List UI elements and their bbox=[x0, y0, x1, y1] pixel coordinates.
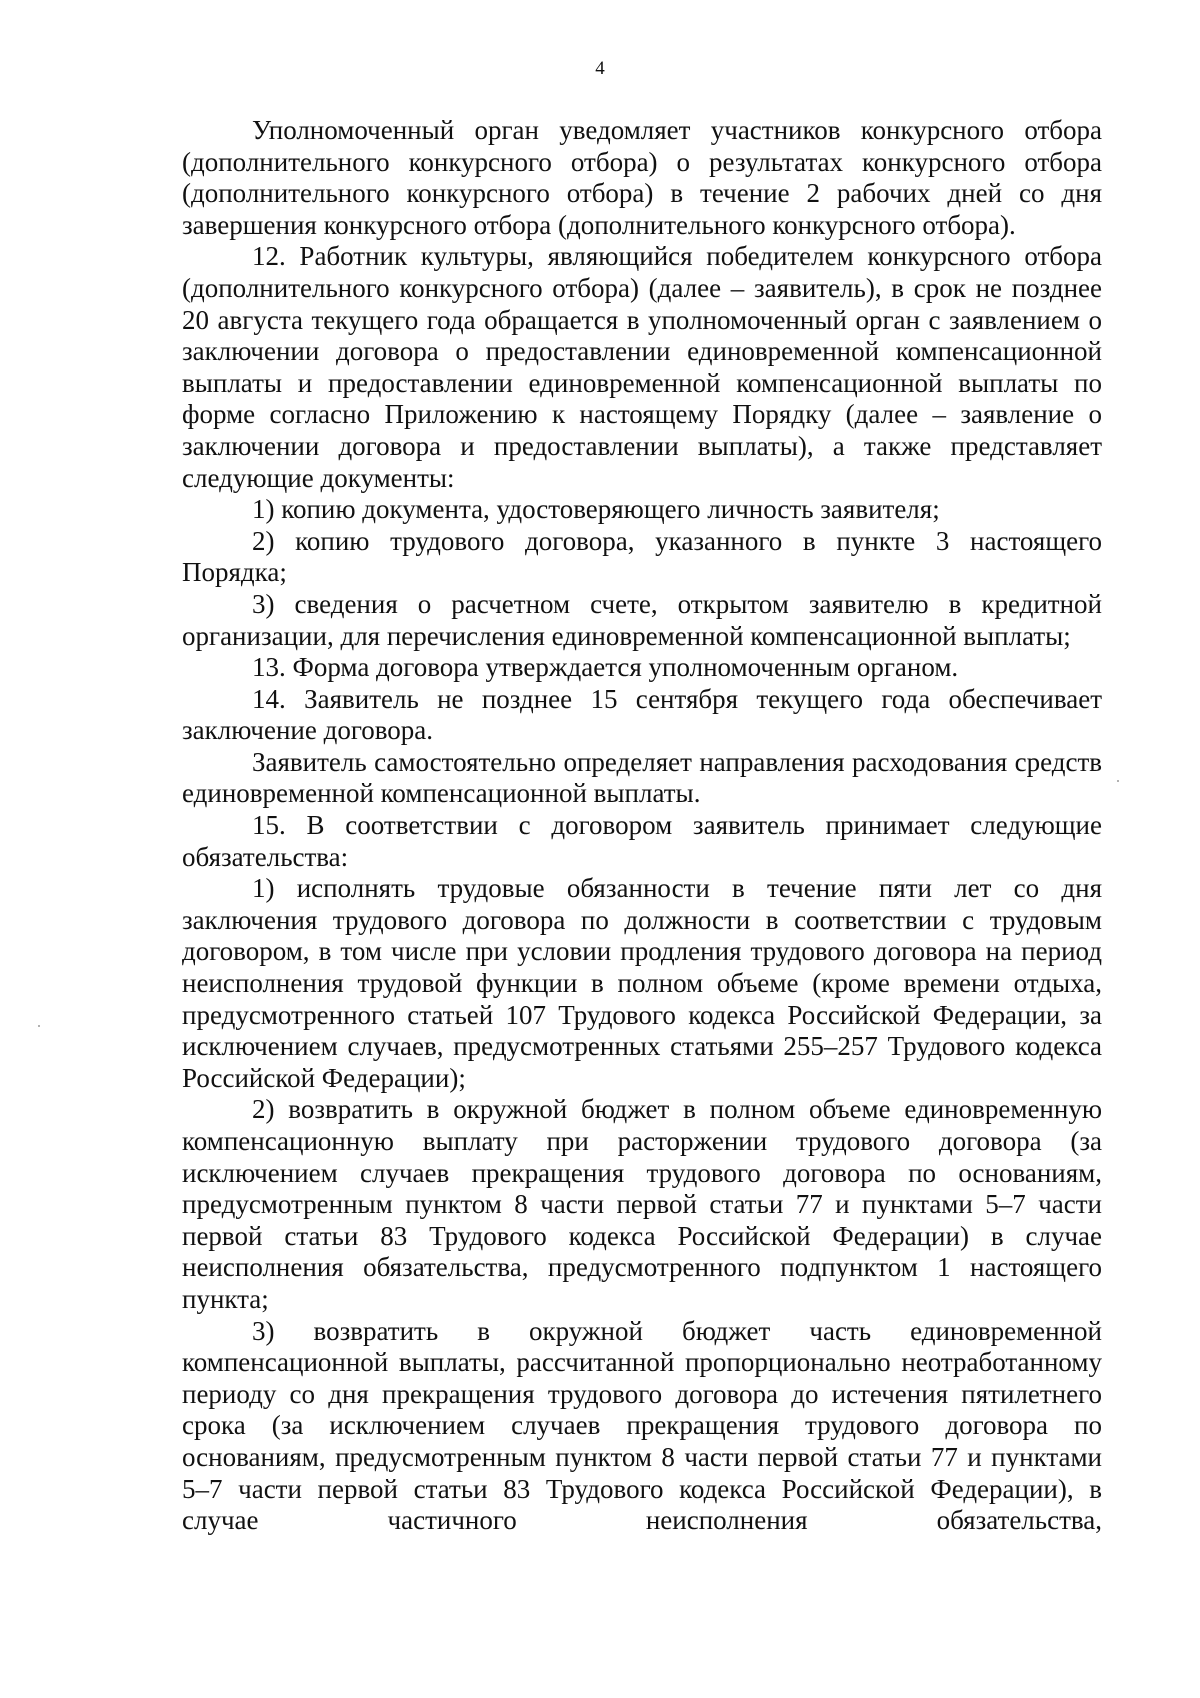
paragraph-item-15-sub-2: 2) возвратить в окружной бюджет в полном объеме единовременную компенсационную выплату при расторжении трудового договора (за исключением случаев прекращения трудового договора по основаниям, предусмотренным пунктом 8 части первой статьи 77 и пунктами 5–7 части первой статьи 83 Трудового кодекса Российской Федерации) в случае неисполнения обязательства, предусмотренного подпунктом 1 настоящего пункта; bbox=[182, 1094, 1102, 1314]
paragraph-item-14-expenses: Заявитель самостоятельно определяет направления расходования средств единовременной компенсационной выплаты. bbox=[182, 746, 1102, 809]
paragraph-item-12-sub-2: 2) копию трудового договора, указанного в пункте 3 настоящего Порядка; bbox=[182, 525, 1102, 588]
scan-artifact bbox=[1117, 780, 1119, 782]
paragraph-item-15-sub-1: 1) исполнять трудовые обязанности в течение пяти лет со дня заключения трудового договора по должности в соответствии с трудовым договором, в том числе при условии продления трудового договора на период неисполнения трудовой функции в полном объеме (кроме времени отдыха, предусмотренного статьей 107 Трудового кодекса Российской Федерации, за исключением случаев, предусмотренных статьями 255–257 Трудового кодекса Российской Федерации); bbox=[182, 873, 1102, 1093]
document-body bbox=[182, 115, 1102, 1537]
paragraph-item-12-sub-1: 1) копию документа, удостоверяющего личность заявителя; bbox=[252, 494, 940, 525]
paragraph-item-15: 15. В соответствии с договором заявитель принимает следующие обязательства: bbox=[182, 810, 1102, 872]
paragraph-item-13: 13. Форма договора утверждается уполномоченным органом. bbox=[252, 652, 959, 683]
paragraph-item-12: 12. Работник культуры, являющийся победителем конкурсного отбора (дополнительного конкурсного отбора) (далее – заявитель), в срок не позднее 20 августа текущего года обращается в уполномоченный орган с заявлением о заключении договора о предоставлении единовременной компенсационной выплаты и предоставлении единовременной компенсационной выплаты по форме согласно Приложению к настоящему Порядку (далее – заявление о заключении договора и предоставлении выплаты), а также представляет следующие документы: bbox=[182, 241, 1102, 493]
paragraph-item-15-sub-3: 3) возвратить в окружной бюджет часть единовременной компенсационной выплаты, рассчитанной пропорционально неотработанному периоду со дня прекращения трудового договора до истечения пятилетнего срока (за исключением случаев прекращения трудового договора по основаниям, предусмотренным пунктом 8 части первой статьи 77 и пунктами 5–7 части первой статьи 83 Трудового кодекса Российской Федерации), в случае частичного неисполнения обязательства, bbox=[182, 1315, 1102, 1536]
paragraph-item-12-sub-3: 3) сведения о расчетном счете, открытом заявителю в кредитной организации, для перечисления единовременной компенсационной выплаты; bbox=[182, 588, 1102, 651]
paragraph-notification: Уполномоченный орган уведомляет участников конкурсного отбора (дополнительного конкурсного отбора) о результатах конкурсного отбора (дополнительного конкурсного отбора) в течение 2 рабочих дней со дня завершения конкурсного отбора (дополнительного конкурсного отбора). bbox=[182, 115, 1102, 240]
scan-artifact bbox=[38, 1025, 40, 1027]
page-number: 4 bbox=[595, 58, 605, 79]
paragraph-item-14: 14. Заявитель не позднее 15 сентября текущего года обеспечивает заключение договора. bbox=[182, 683, 1102, 746]
